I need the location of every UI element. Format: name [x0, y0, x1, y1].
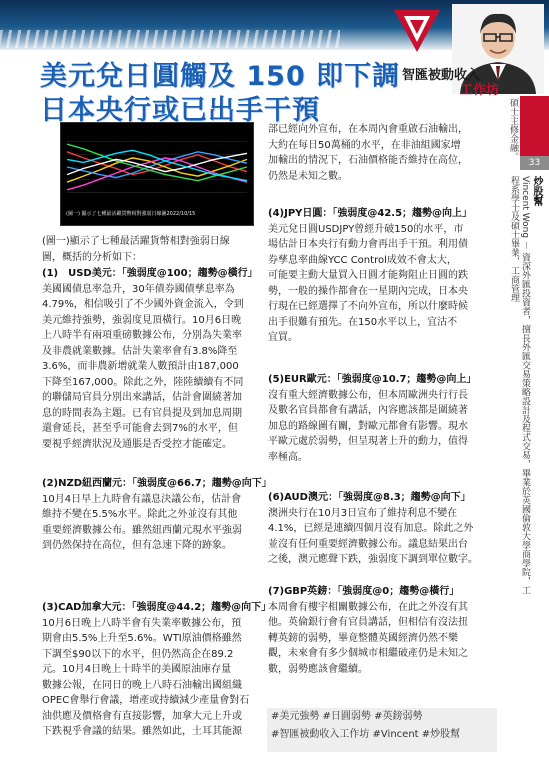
text-line: 觀，未來會有多少個城市相繼破產仍是未知之 — [268, 648, 468, 659]
section-heading-usd: (1) USD美元：「強弱度@100；趨勢@橫行」 — [42, 268, 258, 279]
nzd-section — [42, 476, 272, 554]
text-line: 勢，一般的操作都會在一星期內完成，日本央 — [268, 285, 468, 297]
text-line: 大約在每日50萬桶的水平，在非油組國家增 — [268, 139, 461, 151]
text-line: 加息的路線圖有關，對歐元都會有影響。現水 — [268, 420, 468, 432]
section-heading-nzd: (2)NZD紐西蘭元：「強弱度@66.7；趨勢@向下」 — [42, 478, 272, 489]
v-logo-icon — [392, 6, 442, 56]
text-line: 重要經濟數據公布。雖然紐西蘭元現水平強弱 — [42, 524, 242, 536]
hashtag-line: #智匯被動收入工作坊 #Vincent #炒股幫 — [271, 729, 461, 740]
text-line: 要視乎經濟狀況及通脹是否受控才能確定。 — [42, 438, 232, 450]
text-line: 本周會有樓宇相關數據公布，在此之外沒有其 — [268, 601, 468, 613]
text-line: 上八時半有兩項重磅數據公布，分別為失業率 — [42, 330, 242, 341]
text-line: 期會由5.5%上升至5.6%。WTI原油價格雖然 — [42, 633, 242, 644]
text-line: 平歐元處於弱勢，但呈現著上升的動力，值得 — [268, 436, 468, 447]
text-line: 美元兌日圓USDJPY曾經升破150的水平，市 — [268, 223, 464, 235]
hashtag-box — [267, 708, 497, 752]
text-line: 美國國債息率急升，30年債券國債孳息率為 — [42, 283, 235, 295]
text-line: 及數名官員都會有講話，內容應該都是圍繞著 — [268, 405, 468, 416]
text-line: 數，弱勢應該會繼續。 — [268, 663, 368, 675]
text-line: 10月6日晚上八時半會有失業率數據公布，預 — [42, 617, 242, 629]
chart-series-line-3 — [67, 152, 247, 178]
text-line: 沒有重大經濟數據公布，但本周歐洲央行行長 — [268, 389, 468, 401]
text-line: 行現在已經選擇了不向外宣布，所以什麼時候 — [268, 301, 468, 312]
text-line: 下降至167,000。除此之外，陸陸續續有不同 — [42, 376, 244, 388]
text-line: 4.1%，已經是連續四個月沒有加息。除此之外 — [268, 523, 474, 534]
text-line: 還會延長，甚至乎可能會去到7%的水平，但 — [42, 423, 238, 434]
text-line: 轉英鎊的弱勢，畢竟整體英國經濟仍然不樂 — [268, 632, 458, 644]
column-name: 智匯被動收入 — [402, 68, 481, 83]
author-bio-line-1: 碩士主修金融。 — [508, 98, 518, 161]
section-heading-gbp: (7)GBP英鎊：「強弱度@0；趨勢@橫行」 — [268, 586, 460, 597]
cad-section — [42, 600, 271, 740]
chart-caption: (圖一) 顯示了七種最活躍貨幣相對強弱日線圖2022/10/15 — [66, 211, 196, 217]
text-line: 圖，概括的分析如下： — [42, 251, 142, 263]
text-line: 宜買。 — [268, 332, 298, 343]
text-line: 仍然是未知之數。 — [268, 170, 348, 182]
text-line: 可能要主動大量買入日圓才能夠阻止日圓的跌 — [268, 270, 468, 281]
text-line: 下跌視乎會議的結果。雖然如此，土耳其能源 — [42, 726, 242, 737]
text-line: OPEC會舉行會議，增產或持續減少產量會對石 — [42, 695, 250, 706]
intro-paragraph — [42, 234, 230, 265]
column-author: 炒股幫 — [531, 176, 542, 206]
section-heading-jpy: (4)JPY日圓：「強弱度@42.5；趨勢@向上」 — [268, 208, 473, 219]
page-number: 33 — [520, 156, 549, 170]
text-line: 及非農就業數據。估計失業率會有3.8%降至 — [42, 345, 238, 357]
author-bio-line-2: Vincent Wong － 資深外匯投資者，擅長外匯交易策略設計及程式交易，畢業於英國倫敦大學商學院，工程系學士及碩士畢業，工商管理 — [509, 176, 530, 595]
section-heading-eur: (5)EUR歐元：「強弱度@10.7；趨勢@向上」 — [268, 374, 477, 385]
text-line: 4.79%，相信吸引了不少國外資金流入，令到 — [42, 299, 244, 310]
text-line: 券孳息率曲線YCC Control成效不會太大， — [268, 254, 457, 266]
text-line: 到仍然保持在高位，但有急速下降的跡象。 — [42, 540, 232, 551]
eur-section — [268, 372, 476, 465]
text-line: 場估計日本央行有動力會再出手干預。利用債 — [268, 239, 468, 250]
text-line: 10月4日早上九時會有議息決議公布，估計會 — [42, 493, 242, 505]
gbp-section — [268, 584, 468, 677]
text-line: 維持不變在5.5%水平。除此之外並沒有其他 — [42, 509, 238, 520]
headline-line-2: 日本央行或已出手干預 — [40, 95, 320, 126]
continued-paragraph — [268, 122, 468, 184]
headline-line-1: 美元兌日圓觸及 150 即下調 — [40, 61, 401, 92]
usd-section — [42, 266, 258, 452]
text-line: 並沒有任何重要經濟數據公布。議息結果出台 — [268, 538, 468, 550]
text-line: 的聯儲局官員分別出來講話，估計會圍繞著加 — [42, 392, 242, 403]
text-line: 下調至$90以下的水平，但仍然高企在89.2 — [42, 648, 234, 660]
chart-series-line-1 — [67, 152, 247, 175]
text-line: 加輸出的情況下，石油價格能否維持在高位， — [268, 155, 468, 166]
text-line: 之後，澳元應聲下跌，強弱度下調到單位數字。 — [268, 554, 478, 565]
text-line: 部已經向外宣布，在本周內會重啟石油輸出， — [268, 124, 468, 135]
column-name-suffix: 工作坊 — [460, 83, 500, 98]
section-heading-cad: (3)CAD加拿大元：「強弱度@44.2；趨勢@向下」 — [42, 602, 272, 613]
jpy-section — [268, 206, 472, 346]
text-line: 出手很難有預先。在150水平以上，宜沽不 — [268, 316, 458, 328]
text-line: 油供應及價格會有直接影響，加拿大元上升或 — [42, 710, 242, 722]
banner-stripes — [0, 30, 340, 48]
text-line: 澳洲央行在10月3日宣布了維持利息不變在 — [268, 507, 458, 519]
text-line: 美元維持強勢，強弱度見頂橫行。10月6日晚 — [42, 314, 242, 326]
text-line: 他。英倫銀行會有官員講話，但相信有沒法扭 — [268, 617, 468, 628]
text-line: 數據公報，在同日的晚上八時石油輸出國組織 — [42, 679, 242, 691]
aud-section — [268, 490, 478, 568]
section-heading-aud: (6)AUD澳元：「強弱度@8.3；趨勢@向下」 — [268, 492, 471, 503]
hashtag-line: #美元強勢 #日圓弱勢 #英鎊弱勢 — [271, 711, 423, 722]
text-line: (圖一)顯示了七種最活躍貨幣相對強弱日線 — [42, 236, 230, 247]
text-line: 率極高。 — [268, 451, 308, 463]
text-line: 息的時間表為主題。已有官員提及到加息周期 — [42, 407, 242, 419]
text-line: 元。10月4日晚上十時半的美國原油庫存量 — [42, 664, 232, 675]
text-line: 3.6%，而非農新增就業人數預計由187,000 — [42, 361, 239, 372]
